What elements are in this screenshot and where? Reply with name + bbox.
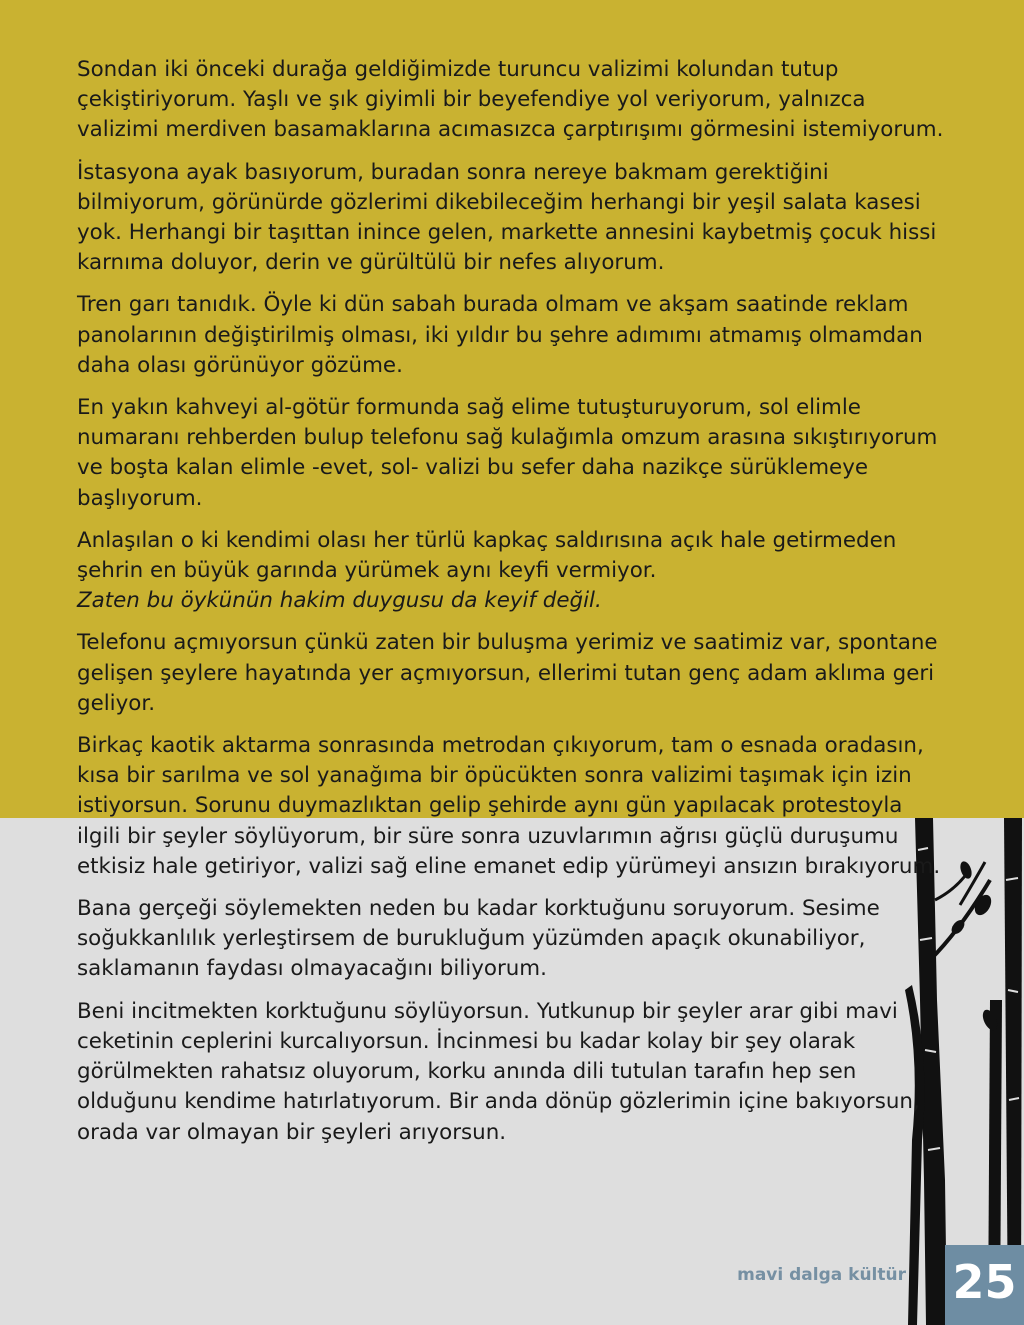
paragraph: Tren garı tanıdık. Öyle ki dün sabah burada olmam ve akşam saatinde reklam panolarının değiştirilmiş olması, iki yıldır bu şehre adımımı atmamış olmamdan daha olası görünüyor gözüme. (77, 292, 923, 378)
story-text (77, 55, 952, 1160)
page-number: 25 (952, 1255, 1017, 1309)
paragraph: Sondan iki önceki durağa geldiğimizde turuncu valizimi kolundan tutup çekiştiriyorum. Yaşlı ve şık giyimli bir beyefendiye yol veriyorum, yalnızca valizimi merdiven basamaklarına acımasızca çarptırışımı görmesini istemiyorum. (77, 57, 944, 143)
footer-brand: mavi dalga kültür (737, 1265, 906, 1285)
paragraph-text: Anlaşılan o ki kendimi olası her türlü kapkaç saldırısına açık hale getirmeden şehrin en büyük garında yürümek aynı keyfi vermiyor. (77, 527, 897, 584)
paragraph: Telefonu açmıyorsun çünkü zaten bir buluşma yerimiz ve saatimiz var, spontane gelişen şeylere hayatında yer açmıyorsun, ellerimi tutan genç adam aklıma geri geliyor. (77, 630, 938, 716)
paragraph-with-italic (77, 526, 952, 617)
paragraph: Beni incitmekten korktuğunu söylüyorsun. Yutkunup bir şeyler arar gibi mavi ceketinin ceplerini kurcalıyorsun. İncinmesi bu kadar kolay bir şey olarak görülmekten rahatsız oluyorum, korku anında dili tutulan tarafın hep sen olduğunu kendime hatırlatıyorum. Bir anda dönüp gözlerimin içine bakıyorsun, orada var olmayan bir şeyleri arıyorsun. (77, 998, 920, 1145)
italic-line: Zaten bu öykünün hakim duygusu da keyif değil. (77, 588, 602, 614)
paragraph: Birkaç kaotik aktarma sonrasında metrodan çıkıyorum, tam o esnada oradasın, kısa bir sarılma ve sol yanağıma bir öpücükten sonra valizimi taşımak için izin istiyorsun. Sorunu duymazlıktan gelip şehirde aynı gün yapılacak protestoyla ilgili bir şeyler söylüyorum, bir süre sonra uzuvlarımın ağrısı güçlü duruşumu etkisiz hale getiriyor, valizi sağ eline emanet edip yürümeyi ansızın bırakıyorum. (77, 733, 941, 879)
paragraph: En yakın kahveyi al-götür formunda sağ elime tutuşturuyorum, sol elimle numaranı rehberden bulup telefonu sağ kulağımla omzum arasına sıkıştırıyorum ve boşta kalan elimle -evet, sol- valizi bu sefer daha nazikçe sürüklemeye başlıyorum. (77, 395, 938, 511)
paragraph: İstasyona ayak basıyorum, buradan sonra nereye bakmam gerektiğini bilmiyorum, görünürde gözlerimi dikebileceğim herhangi bir yeşil salata kasesi yok. Herhangi bir taşıttan inince gelen, markette annesini kaybetmiş çocuk hissi karnıma doluyor, derin ve gürültülü bir nefes alıyorum. (77, 159, 937, 276)
page-number-box (945, 1245, 1024, 1325)
paragraph: Bana gerçeği söylemekten neden bu kadar korktuğunu soruyorum. Sesime soğukkanlılık yerleştirsem de burukluğum yüzümden apaçık okunabiliyor, saklamanın faydası olmayacağını biliyorum. (77, 896, 880, 982)
